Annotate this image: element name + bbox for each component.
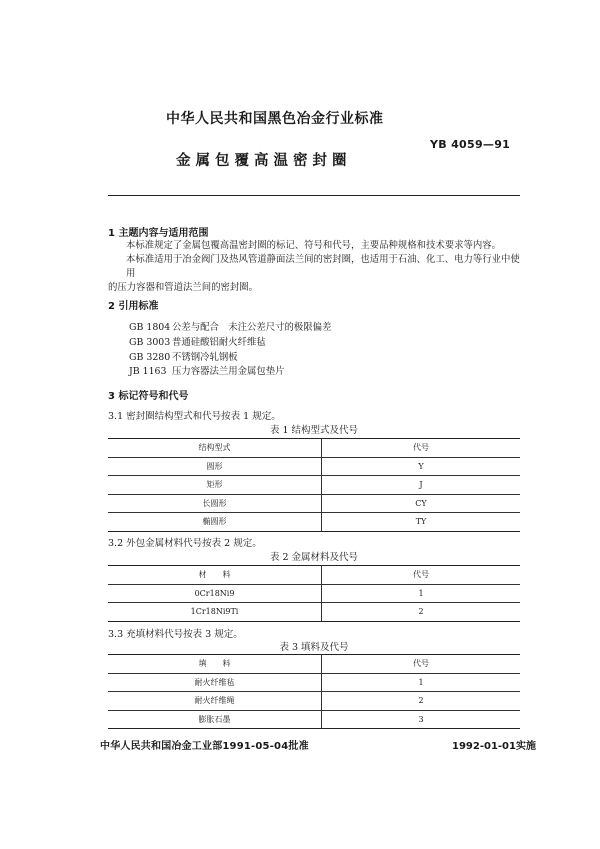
table-cell: Y: [322, 457, 521, 476]
table-row: [108, 673, 520, 692]
table-cell: 椭圆形: [108, 513, 322, 532]
table-2: [108, 565, 520, 622]
table-row: [108, 603, 520, 622]
table-cell: 圆形: [108, 457, 322, 476]
table-row: [108, 476, 520, 495]
title-rule: [108, 195, 520, 196]
ref-text: 普通硅酸铝耐火纤维毡: [172, 337, 266, 348]
table-cell: TY: [322, 513, 521, 532]
ref-code: GB 3003: [129, 337, 171, 348]
table-cell: 耐火纤维毡: [108, 673, 322, 692]
ref-text: 公差与配合 未注公差尺寸的极限偏差: [172, 322, 332, 333]
table-1: [108, 438, 520, 532]
table-header-cell: 填 料: [108, 655, 322, 674]
table-cell: 1Cr18Ni9Ti: [108, 603, 322, 622]
ref-code: JB 1163: [129, 366, 167, 377]
document-title: 金属包覆高温密封圈: [176, 153, 352, 169]
ref-item-1: [129, 319, 331, 333]
ref-item-4: [129, 363, 285, 377]
ref-item-3: [129, 349, 238, 363]
table-row: [108, 513, 520, 532]
effective-date: 1992-01-01实施: [452, 741, 536, 752]
table-row: [108, 692, 520, 711]
ref-text: 不锈钢冷轧钢板: [172, 352, 238, 363]
table-header-cell: 代号: [322, 566, 521, 585]
section-1-para-2a: 本标准适用于冶金阀门及热风管道静面法兰间的密封圈，也适用于石油、化工、电力等行业中使用: [126, 254, 520, 279]
table-cell: 1: [322, 584, 521, 603]
standard-code: YB 4059—91: [430, 138, 511, 151]
ref-code: GB 3280: [129, 352, 171, 363]
org-title: 中华人民共和国黑色冶金行业标准: [166, 111, 384, 127]
table-cell: 膨胀石墨: [108, 710, 322, 729]
table-cell: 2: [322, 603, 521, 622]
table-header-cell: 结构型式: [108, 439, 322, 458]
ref-text: 压力容器法兰用金属包垫片: [172, 366, 285, 377]
clause-3-2: 3.2 外包金属材料代号按表 2 规定。: [108, 538, 262, 549]
section-1-heading: 1 主题内容与适用范围: [108, 228, 209, 239]
section-2-heading: 2 引用标准: [108, 301, 159, 312]
table-3-caption: 表 3 填料及代号: [279, 642, 349, 653]
section-3-heading: 3 标记符号和代号: [108, 391, 189, 402]
table-3: [108, 654, 520, 729]
table-cell: 2: [322, 692, 521, 711]
approval-line: 中华人民共和国冶金工业部1991-05-04批准: [100, 741, 309, 752]
table-row: [108, 584, 520, 603]
table-cell: 1: [322, 673, 521, 692]
table-row: [108, 655, 520, 674]
table-cell: 长圆形: [108, 494, 322, 513]
table-1-caption: 表 1 结构型式及代号: [269, 425, 359, 436]
ref-item-2: [129, 334, 266, 348]
section-1-para-1: 本标准规定了金属包覆高温密封圈的标记、符号和代号，主要品种规格和技术要求等内容。: [126, 240, 502, 251]
table-cell: J: [322, 476, 521, 495]
table-header-cell: 代号: [322, 439, 521, 458]
table-cell: 0Cr18Ni9: [108, 584, 322, 603]
table-2-caption: 表 2 金属材料及代号: [269, 552, 359, 563]
table-row: [108, 439, 520, 458]
section-1-body: [108, 239, 520, 295]
table-row: [108, 494, 520, 513]
clause-3-3: 3.3 充填材料代号按表 3 规定。: [108, 629, 243, 640]
table-header-cell: 代号: [322, 655, 521, 674]
clause-3-1: 3.1 密封圈结构型式和代号按表 1 规定。: [108, 411, 281, 422]
ref-code: GB 1804: [129, 322, 171, 333]
section-1-para-2b: 的压力容器和管道法兰间的密封圈。: [108, 282, 259, 293]
table-cell: CY: [322, 494, 521, 513]
table-cell: 矩形: [108, 476, 322, 495]
table-header-cell: 材 料: [108, 566, 322, 585]
table-cell: 耐火纤维绳: [108, 692, 322, 711]
table-row: [108, 566, 520, 585]
table-cell: 3: [322, 710, 521, 729]
table-row: [108, 710, 520, 729]
table-row: [108, 457, 520, 476]
